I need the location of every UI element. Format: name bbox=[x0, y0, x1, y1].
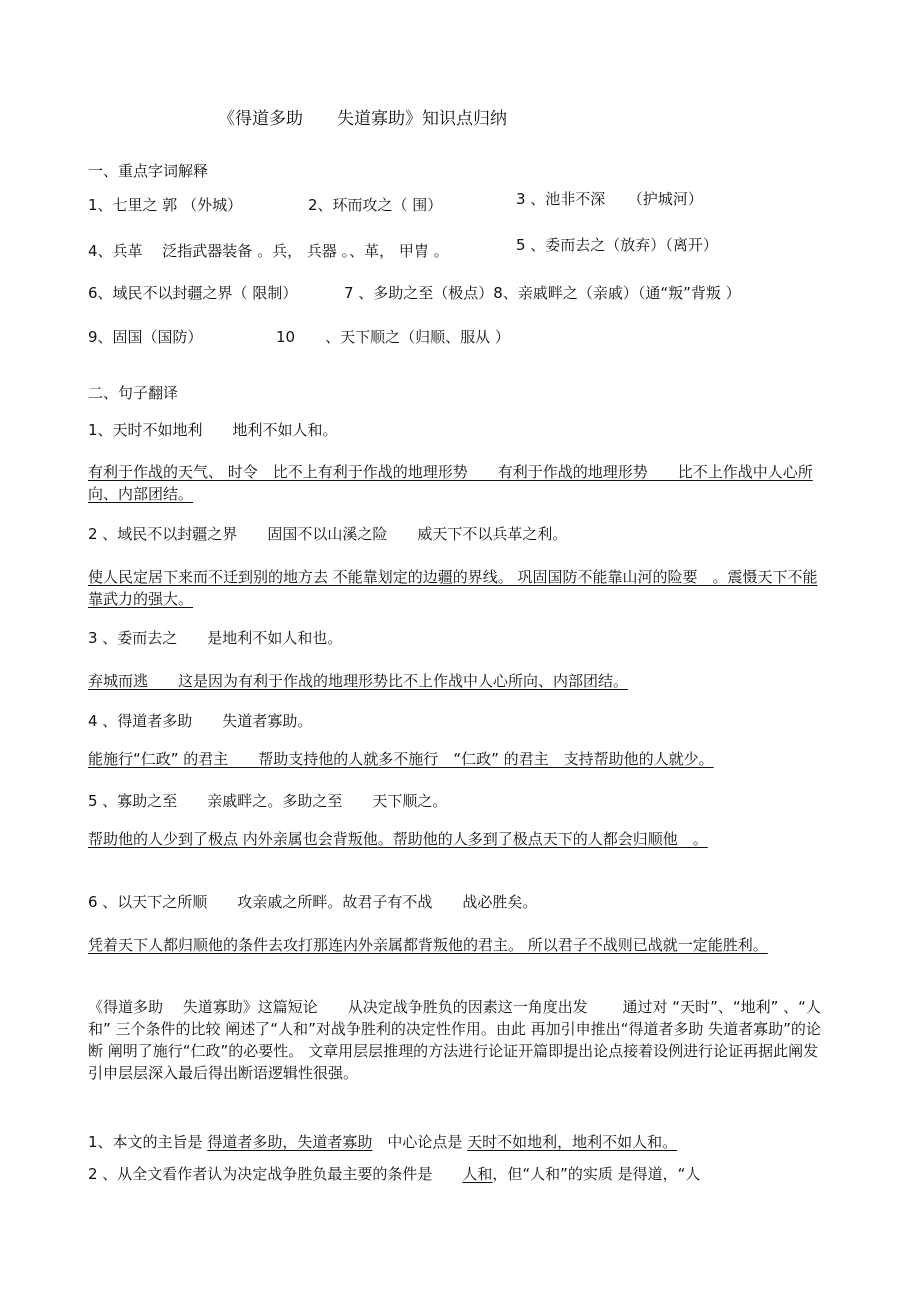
vocab-item: 1、七里之 郭 （外城） bbox=[88, 196, 243, 214]
answer-blank: 天时不如地利，地利不如人和。 bbox=[467, 1133, 678, 1151]
question-key-condition: 2 、从全文看作者认为决定战争胜负最主要的条件是 人和，但“人和”的实质 是得道，“人 bbox=[88, 1165, 701, 1183]
vocab-item: 2、环而攻之（ 围） bbox=[308, 196, 443, 214]
question-main-idea: 1、本文的主旨是 得道者多助，失道者寡助 中心论点是 天时不如地利，地利不如人和。 bbox=[88, 1133, 678, 1151]
sentence-question: 4 、得道者多助 失道者寡助。 bbox=[88, 712, 313, 730]
vocab-item: 4、兵革 泛指武器装备 。兵， 兵器 。、革， 甲胄 。 bbox=[88, 242, 449, 260]
vocab-item: 7 、多助之至（极点）8、亲戚畔之（亲戚）（通“叛”背叛 ） bbox=[344, 284, 741, 302]
vocab-item: 10 、天下顺之（归顺、服从 ） bbox=[276, 328, 510, 346]
sentence-translation: 凭着天下人都归顺他的条件去攻打那连内外亲属都背叛他的君主。 所以君子不战则已战就一定能胜利。 bbox=[88, 936, 768, 954]
analysis-paragraph: 《得道多助 失道寡助》这篇短论 从决定战争胜负的因素这一角度出发 通过对 “天时”、“地利” 、“人和” 三个条件的比较 阐述了“人和”对战争胜利的决定性作用。由此 再加引申推出“得道者多助 失道者寡助”的论断 阐明了施行“仁政”的必要性。 文章用层层推理的方法进行论证开篇即提出论点接着设例进行论证再据此阐发引申层层深入最后得出断语逻辑性很强。 bbox=[88, 998, 821, 1082]
sentence-translation: 帮助他的人少到了极点 内外亲属也会背叛他。帮助他的人多到了极点天下的人都会归顺他 。 bbox=[88, 830, 708, 848]
vocab-item: 9、固国（国防） bbox=[88, 328, 203, 346]
sentence-translation: 有利于作战的天气、 时令 比不上有利于作战的地理形势 有利于作战的地理形势 比不上作战中人心所向、内部团结。 bbox=[88, 463, 813, 503]
answer-blank: 人和 bbox=[462, 1165, 493, 1183]
vocab-item: 6、域民不以封疆之界（ 限制） bbox=[88, 284, 298, 302]
sentence-translation: 弃城而逃 这是因为有利于作战的地理形势比不上作战中人心所向、内部团结。 bbox=[88, 672, 629, 690]
vocab-item: 3 、池非不深 （护城河） bbox=[516, 190, 703, 208]
vocab-item: 5 、委而去之（放弃）（离开） bbox=[516, 236, 718, 254]
section-vocab-heading: 一、重点字词解释 bbox=[88, 162, 209, 180]
sentence-translation: 能施行“仁政” 的君主 帮助支持他的人就多不施行 “仁政” 的君主 支持帮助他的人就少。 bbox=[88, 750, 714, 768]
section-translation-heading: 二、句子翻译 bbox=[88, 384, 179, 402]
sentence-question: 3 、委而去之 是地利不如人和也。 bbox=[88, 629, 343, 647]
sentence-question: 5 、寡助之至 亲戚畔之。多助之至 天下顺之。 bbox=[88, 792, 448, 810]
sentence-question: 1、天时不如地利 地利不如人和。 bbox=[88, 421, 338, 439]
page-title: 《得道多助 失道寡助》知识点归纳 bbox=[218, 109, 507, 129]
sentence-question: 6 、以天下之所顺 攻亲戚之所畔。故君子有不战 战必胜矣。 bbox=[88, 893, 538, 911]
answer-blank: 得道者多助，失道者寡助 bbox=[207, 1133, 373, 1151]
sentence-translation: 使人民定居下来而不迁到别的地方去 不能靠划定的边疆的界线。 巩固国防不能靠山河的险要 。震慑天下不能靠武力的强大。 bbox=[88, 568, 818, 608]
sentence-question: 2 、域民不以封疆之界 固国不以山溪之险 威天下不以兵革之利。 bbox=[88, 525, 568, 543]
